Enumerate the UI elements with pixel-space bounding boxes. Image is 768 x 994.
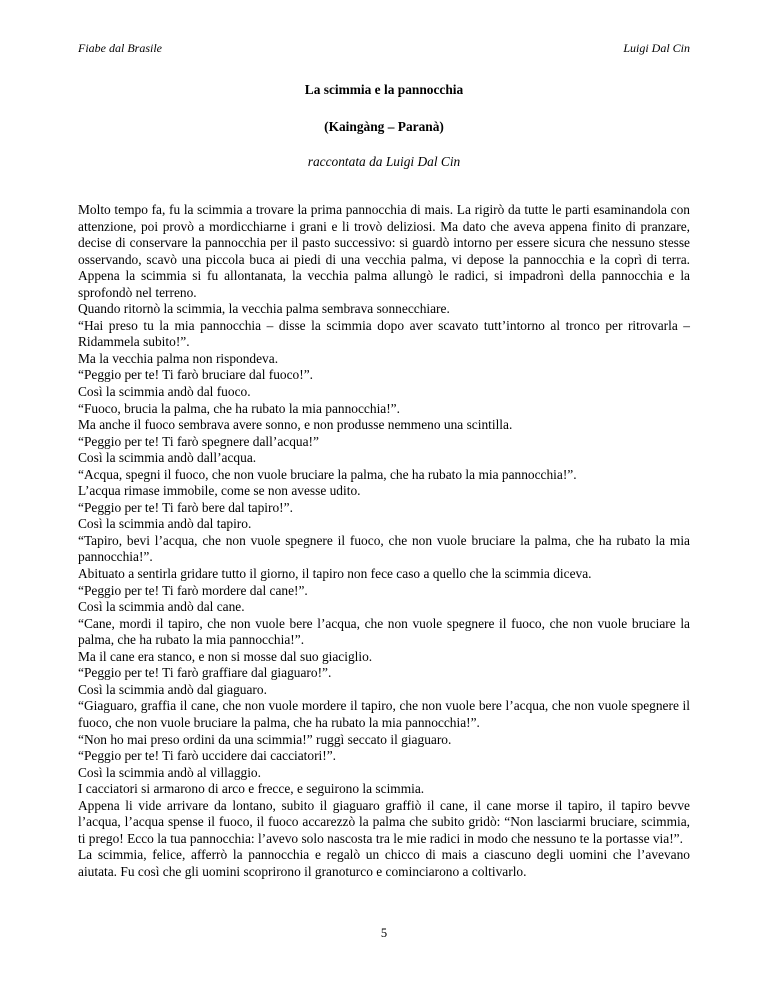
paragraph: “Fuoco, brucia la palma, che ha rubato la mia pannocchia!”. bbox=[78, 400, 400, 416]
story-title: La scimmia e la pannocchia bbox=[304, 82, 464, 97]
paragraph: I cacciatori si armarono di arco e frecce, e seguirono la scimmia. bbox=[78, 781, 425, 797]
story-byline: raccontata da Luigi Dal Cin bbox=[307, 154, 461, 169]
paragraph: Così la scimmia andò dal cane. bbox=[78, 599, 245, 615]
paragraph: “Non ho mai preso ordini da una scimmia!” ruggì seccato il giaguaro. bbox=[78, 731, 452, 747]
running-header bbox=[78, 41, 690, 57]
paragraph: “Peggio per te! Ti farò mordere dal cane!”. bbox=[78, 582, 308, 598]
paragraph: Appena li vide arrivare da lontano, subito il giaguaro graffiò il cane, il cane morse il tapiro, il tapiro bevve l’acqua, l’acqua spense il fuoco, il fuoco accarezzò la palma che subito gridò: “Non lasciarmi bruciare, scimmia, ti prego! Ecco la tua pannocchia: l’avevo solo nascosta tra le mie radici in modo che nessuno te la portasse via!”. bbox=[78, 797, 690, 846]
paragraph: “Peggio per te! Ti farò spegnere dall’acqua!” bbox=[78, 433, 319, 449]
paragraph: “Acqua, spegni il fuoco, che non vuole bruciare la palma, che ha rubato la mia pannocchia!”. bbox=[78, 466, 577, 482]
paragraph: “Giaguaro, graffia il cane, che non vuole mordere il tapiro, che non vuole bere l’acqua, che non vuole spegnere il fuoco, che non vuole bruciare la palma, che ha rubato la mia pannocchia!”. bbox=[78, 698, 690, 730]
paragraph: Ma il cane era stanco, e non si mosse dal suo giaciglio. bbox=[78, 648, 373, 664]
paragraph: Così la scimmia andò dal tapiro. bbox=[78, 516, 252, 532]
paragraph: Così la scimmia andò dall’acqua. bbox=[78, 450, 257, 466]
paragraph: Abituato a sentirla gridare tutto il giorno, il tapiro non fece caso a quello che la scimmia diceva. bbox=[78, 566, 592, 582]
paragraph: Così la scimmia andò al villaggio. bbox=[78, 764, 261, 780]
story-body bbox=[78, 202, 690, 880]
paragraph: Così la scimmia andò dal fuoco. bbox=[78, 384, 251, 400]
paragraph: Ma la vecchia palma non rispondeva. bbox=[78, 350, 279, 366]
header-author: Luigi Dal Cin bbox=[623, 41, 690, 55]
paragraph: Così la scimmia andò dal giaguaro. bbox=[78, 681, 267, 697]
story-origin: (Kaingàng – Paranà) bbox=[324, 119, 444, 134]
paragraph: L’acqua rimase immobile, come se non avesse udito. bbox=[78, 483, 361, 499]
paragraph: “Peggio per te! Ti farò graffiare dal giaguaro!”. bbox=[78, 665, 332, 681]
paragraph: “Peggio per te! Ti farò uccidere dai cacciatori!”. bbox=[78, 748, 337, 764]
page-number: 5 bbox=[380, 926, 388, 940]
paragraph: Ma anche il fuoco sembrava avere sonno, e non produsse nemmeno una scintilla. bbox=[78, 417, 513, 433]
paragraph: “Cane, mordi il tapiro, che non vuole bere l’acqua, che non vuole spegnere il fuoco, che non vuole bruciare la palma, che ha rubato la mia pannocchia!”. bbox=[78, 615, 690, 648]
paragraph: La scimmia, felice, afferrò la pannocchia e regalò un chicco di mais a ciascuno degli uomini che l’avevano aiutata. Fu così che gli uomini scoprirono il granoturco e cominciarono a coltivarlo. bbox=[78, 847, 690, 879]
paragraph: Molto tempo fa, fu la scimmia a trovare la prima pannocchia di mais. La rigirò da tutte le parti esaminandola con attenzione, poi provò a mordicchiarne i grani e li trovò deliziosi. Ma dato che aveva appena finito di pranzare, decise di conservare la pannocchia per il pasto successivo: si guardò intorno per essere sicura che nessuno stesse osservando, scavò una piccola buca ai piedi di una vecchia palma, vi depose la pannocchia e la coprì di terra. Appena la scimmia si fu allontanata, la vecchia palma allungò le radici, si impadronì della pannocchia e la sprofondò nel terreno. bbox=[78, 202, 690, 300]
paragraph: “Tapiro, bevi l’acqua, che non vuole spegnere il fuoco, che non vuole bruciare la palma, che ha rubato la mia pannocchia!”. bbox=[78, 532, 690, 565]
paragraph: “Peggio per te! Ti farò bere dal tapiro!”. bbox=[78, 499, 293, 515]
paragraph: “Hai preso tu la mia pannocchia – disse la scimmia dopo aver scavato tutt’intorno al tronco per ritrovarla – Ridammela subito!”. bbox=[78, 317, 690, 350]
paragraph: Quando ritornò la scimmia, la vecchia palma sembrava sonnecchiare. bbox=[78, 301, 450, 317]
paragraph: “Peggio per te! Ti farò bruciare dal fuoco!”. bbox=[78, 367, 313, 383]
header-book-title: Fiabe dal Brasile bbox=[78, 41, 162, 55]
